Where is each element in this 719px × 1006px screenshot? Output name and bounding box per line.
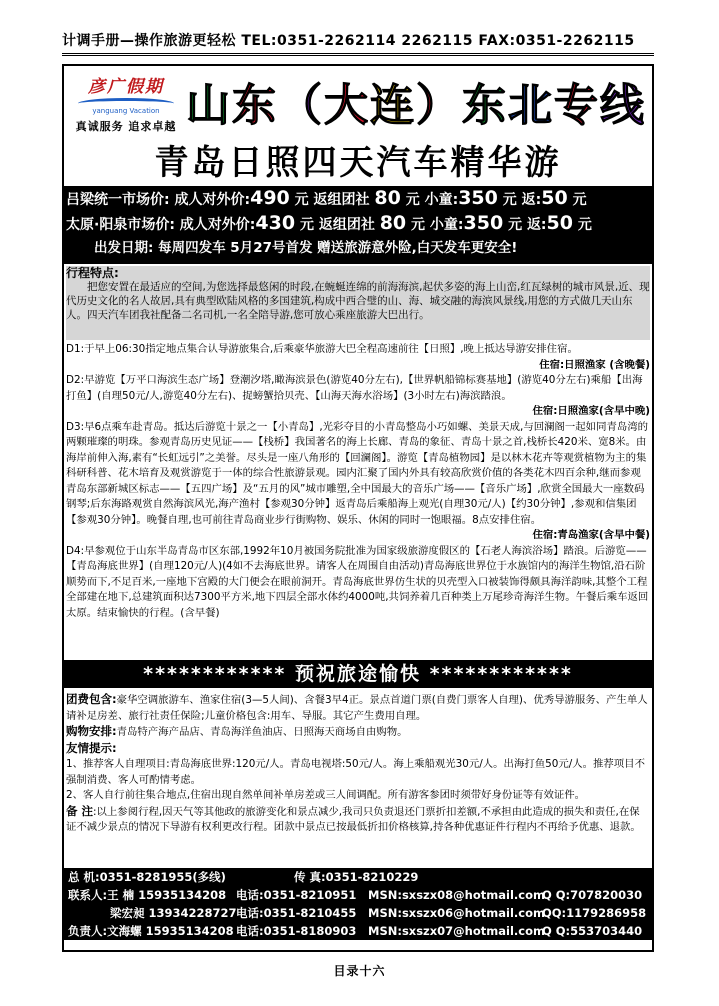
adult-label: 成人对外价: [174, 192, 251, 208]
group-price: 80 [374, 187, 401, 209]
banner-char: ） [416, 80, 462, 131]
return-label: 返: [521, 192, 542, 208]
adult-price: 490 [250, 187, 290, 209]
day-text: D2:早游览【万平口海滨生态广场】登潮汐塔,瞰海滨景色(游览40分左右),【世界帆船锦标赛基地】(游览40分左右)乘船【出海打鱼】(自理50元/人,游览40分左右)、捉螃蟹拾贝壳、【山海天海水浴场】(3小时左右)海滨踏浪。 [66, 374, 643, 402]
adult-price: 430 [255, 212, 296, 234]
contact-block [64, 868, 652, 940]
day-text: D3:早6点乘车赴青岛。抵达后游览十景之一【小青岛】,光彩夺目的小青岛整岛小巧如螺、美景天成,与回澜阁一起如同青岛湾的两颗璀璨的明珠。参观青岛历史见证——【栈桥】我国著名的海上长廊、青岛的象征、青岛十景之首,栈桥长420米、宽8米。由海岸前伸入海,素有“长虹远引”之美誉。尽头是一座八角形的【回澜阁】。游览【青岛植物园】是以林木花卉等观赏植物为主的集科研科普、花木培育及观赏游览于一体的综合性旅游景观。园内汇聚了国内外具有较高欣赏价值的各类花木四百余种,继而参观青岛东部新城区标志——【五四广场】及“五月的风”城市雕塑,全中国最大的音乐广场——【音乐广场】,欣赏全国最大一座数码钢琴;后东海路观赏自然海滨风光,海产渔村【参观30分钟】返青岛后乘船海上观光(自理30元/人)【约30分钟】,参观和信集团【参观30分钟】。晚餐自理,也可前往青岛商业步行街购物、娱乐、休闲的同时一饱眼福。8点安排住宿。 [66, 420, 649, 526]
group-price: 80 [379, 212, 407, 234]
itinerary-day-1 [66, 342, 650, 373]
contact-msn: MSN:sxszx07@hotmail.com [368, 924, 545, 938]
features-title: 行程特点: [66, 266, 119, 280]
contact-msn: MSN:sxszx08@hotmail.com [368, 888, 545, 902]
itinerary [66, 342, 650, 621]
unit: 元 [405, 192, 420, 208]
contact-row [64, 904, 652, 922]
fee-label: 团费包含: [66, 692, 117, 706]
contact-qq: Q Q:707820030 [542, 888, 643, 902]
adult-label: 成人对外价: [179, 217, 256, 233]
unit: 元 [411, 217, 426, 233]
return-price: 50 [546, 212, 573, 234]
day-lodging: 住宿:青岛渔家(含早中餐) [532, 529, 650, 541]
tip-1: 1、推荐客人自理项目:青岛海底世界:120元/人。青岛电视塔:50元/人。海上乘船观光30元/人。出海打鱼50元/人。推荐项目不强制消费、客人可酌情考虑。 [66, 758, 645, 786]
fee-text: 豪华空调旅游车、渔家住宿(3—5人间)、含餐3早4正。景点首道门票(自费门票客人自理)、优秀导游服务、产生单人请补足房差、旅行社责任保险;儿童价格包含:用车、导服。其它产生费用自理。 [66, 694, 648, 722]
banner-char: 北 [508, 80, 554, 131]
contact-row [64, 886, 652, 904]
fax: 传 真:0351-8210229 [294, 870, 419, 884]
logo-name: 彦广假期 [88, 77, 164, 97]
banner-char: 东 [462, 80, 508, 131]
banner-char: 连 [370, 80, 416, 131]
banner-char: 专 [554, 80, 600, 131]
child-label: 小童: [424, 192, 459, 208]
price-row-taiyuan [64, 211, 652, 236]
info-section [66, 692, 650, 836]
day-lodging: 住宿:日照渔家 (含晚餐) [539, 358, 650, 371]
contact-row [64, 922, 652, 940]
note-label: 备 注 [66, 803, 94, 818]
features-body: 把您安置在最适应的空间,为您选择最悠闲的时段,在蜿蜒连绵的前海海滨,起伏多姿的海上山峦,红瓦绿树的城市风景,近、现代历史文化的名人故居,具有典型欧陆风格的多国建筑,构成中西合璧的山、海、城交融的海滨风景线,用您的方式做几天山东人。四天汽车团我社配备二名司机,一名全陪导游,您可放心乘座旅游大巴出行。 [66, 281, 650, 321]
group-label: 返组团社 [318, 217, 375, 233]
header-divider [62, 53, 654, 56]
unit: 元 [502, 192, 517, 208]
child-price: 350 [458, 187, 498, 209]
child-price: 350 [463, 212, 504, 234]
contact-phone: 电话:0351-8210951 [236, 888, 357, 902]
tips-title [66, 741, 650, 758]
banner-char: （ [278, 80, 324, 131]
contact-row [64, 868, 652, 886]
banner-char: 东 [232, 80, 278, 131]
banner-char: 山 [186, 80, 232, 131]
child-label: 小童: [429, 217, 464, 233]
day-text: D4:早参观位于山东半岛青岛市区东部,1992年10月被国务院批准为国家级旅游度假区的【石老人海滨浴场】踏浪。后游览——【青岛海底世界】(自理120元/人)(4如不去海底世界。请客人在周围自由活动)青岛海底世界位于水族馆内的海洋生物馆,沿石阶顺势而下,不足百米,一座地下宫殿的大门便会在眼前洞开。青岛海底世界仿生状的贝壳型入口被装饰得颇具海洋韵味,其整个工程全部建在地下,总建筑面积达7300平方米,地下四层全部水体约4000吨,共饲养着几百种类上万尾珍奇海洋生物。午餐后乘车返回太原。结束愉快的行程。(含早餐) [66, 544, 649, 619]
shopping [66, 724, 650, 741]
contact-phone: 电话:0351-8180903 [236, 924, 357, 938]
price-row-lvliang [64, 186, 652, 211]
shop-label: 购物安排: [66, 724, 117, 738]
itinerary-day-3 [66, 420, 650, 544]
header-banner [64, 66, 652, 138]
group-label: 返组团社 [313, 192, 370, 208]
departure-info: 出发日期: 每周四发车 5月27号首发 赠送旅游意外险,白天发车更安全! [94, 240, 518, 256]
page-footer: 目录十六 [333, 964, 386, 978]
contact-phone: 电话:0351-8210455 [236, 906, 357, 920]
shop-text: 青岛特产海产品店、青岛海洋鱼油店、日照海天商场自由购物。 [116, 726, 408, 738]
wish-banner: ************ 预祝旅途愉快 ************ [64, 660, 652, 688]
main-phone: 总 机:0351-8281955(多线) [68, 870, 226, 884]
brand-logo [70, 72, 182, 134]
contact-person: 梁宏昶 13934228727 [110, 906, 237, 920]
banner-char: 线 [600, 80, 646, 131]
contact-qq: Q Q:553703440 [542, 924, 643, 938]
contact-qq: QQ:1179286958 [542, 906, 647, 920]
banner-char: 大 [324, 80, 370, 131]
tip-2: 2、客人自行前往集合地点,住宿出现自然单间补单房差或三人间调配。所有游客参团时须带好身份证等有效证件。 [66, 789, 586, 801]
unit: 元 [572, 192, 587, 208]
contact-person: 联系人:王 楠 15935134208 [68, 888, 227, 902]
route-banner [182, 68, 650, 134]
features-section [66, 266, 650, 340]
return-price: 50 [541, 187, 568, 209]
itinerary-day-4 [66, 544, 650, 622]
market-label: 太原·阳泉市场价: [66, 217, 175, 233]
header-contact-line: 计调手册—操作旅游更轻松 TEL:0351-2262114 2262115 FAX:0351-2262115 [62, 33, 635, 49]
fee-includes [66, 692, 650, 724]
contact-msn: MSN:sxszx06@hotmail.com [368, 906, 545, 920]
unit: 元 [294, 192, 309, 208]
note-text: :以上参阅行程,因天气等其他政的旅游变化和景点减少,我司只负责退还门票折扣差额,不承担由此造成的损失和责任,在保证不减少景点的情况下导游有权利更改行程。团款中景点已按最低折扣价格核算,持各种优惠证件行程内不再给予优惠、退款。 [66, 805, 641, 833]
tips-label: 友情提示: [66, 740, 117, 755]
unit: 元 [508, 217, 523, 233]
tour-title: 青岛日照四天汽车精华游 [154, 143, 562, 183]
itinerary-day-2 [66, 373, 650, 420]
contact-person: 负责人:文海螺 15935134208 [68, 924, 234, 938]
price-block [64, 186, 652, 264]
notes [66, 804, 650, 836]
logo-tagline: 真诚服务 追求卓越 [75, 120, 177, 133]
day-lodging: 住宿:日照渔家(含早中晚) [532, 405, 650, 417]
unit: 元 [577, 217, 592, 233]
market-label: 吕梁统一市场价: [66, 192, 170, 208]
logo-subtitle: yanguang Vacation [92, 107, 160, 115]
return-label: 返: [526, 217, 547, 233]
day-text: D1:于早上06:30指定地点集合认导游旅集合,后乘豪华旅游大巴全程高速前往【日照】,晚上抵达导游安排住宿。 [66, 343, 578, 355]
unit: 元 [299, 217, 314, 233]
